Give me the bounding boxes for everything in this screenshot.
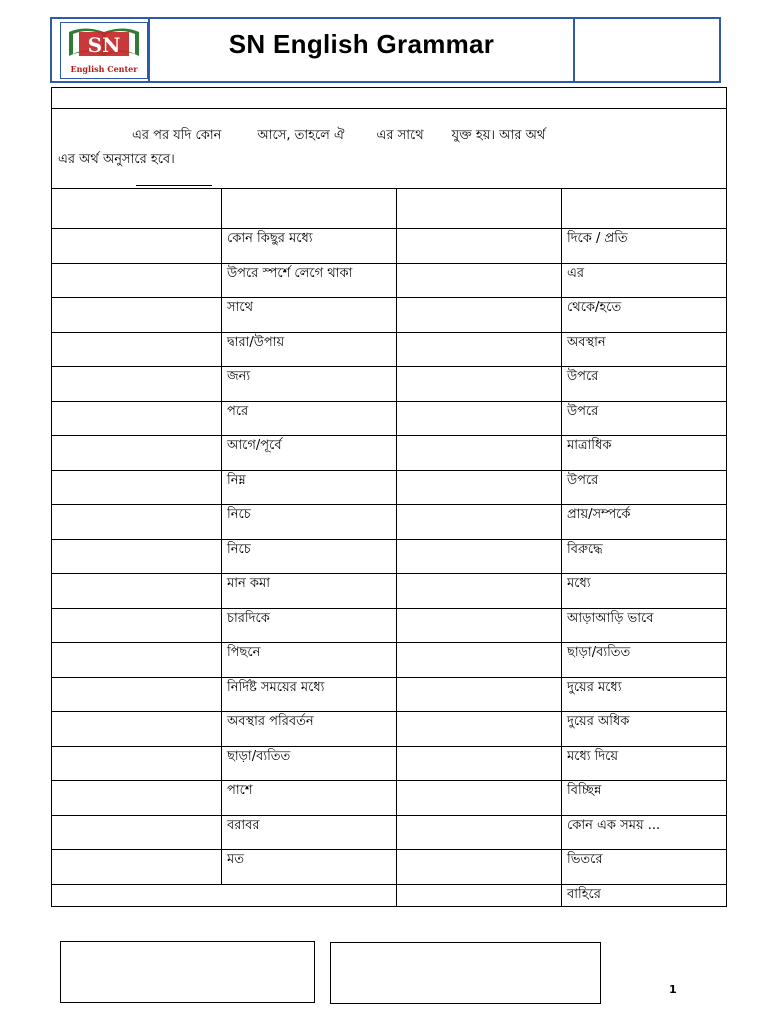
row-divider <box>52 815 726 816</box>
table-cell-meaning-2: ভিতরে <box>567 852 603 867</box>
intro-line-2: এর অর্থ অনুসারে হবে। <box>58 152 175 167</box>
table-cell-meaning-1: বরাবর <box>227 817 260 833</box>
intro-line-1 <box>132 126 545 147</box>
logo-caption: English Center <box>70 64 138 74</box>
table-cell-meaning-2: দিকে / প্রতি <box>567 231 628 246</box>
table-cell-meaning-2: উপরে <box>567 369 599 384</box>
footer-box-right <box>330 942 601 1004</box>
row-divider <box>52 746 726 747</box>
table-cell-meaning-2: বিরুদ্ধে <box>567 541 603 557</box>
table-cell-meaning-1: পিছনে <box>227 645 261 660</box>
grammar-table <box>51 87 727 907</box>
row-divider <box>52 780 726 781</box>
table-divider <box>52 188 726 189</box>
row-divider <box>52 263 726 264</box>
page-title: SN English Grammar <box>228 29 495 59</box>
table-cell-meaning-2: দুয়ের মধ্যে <box>567 679 622 695</box>
table-cell-meaning-1: পরে <box>227 403 249 419</box>
page-number: 1 <box>669 983 677 996</box>
table-cell-meaning-2: উপরে <box>567 472 599 488</box>
table-cell-meaning-2: দুয়ের অধিক <box>567 714 630 729</box>
intro-fragment: আসে, তাহলে ঐ <box>257 128 345 143</box>
table-cell-meaning-1: নিচে <box>227 541 251 557</box>
table-cell-meaning-1: দ্বারা/উপায় <box>227 334 285 350</box>
logo <box>60 22 148 79</box>
row-divider <box>52 504 726 505</box>
intro-fragment: এর পর যদি কোন <box>132 128 222 143</box>
row-divider <box>52 642 726 643</box>
table-cell-meaning-2: অবস্থান <box>567 334 606 350</box>
table-cell-meaning-1: আগে/পূর্বে <box>227 438 282 453</box>
table-cell-meaning-2: থেকে/হতে <box>567 300 622 315</box>
row-divider <box>52 711 726 712</box>
table-divider <box>52 228 726 229</box>
underline-mark <box>136 185 212 186</box>
table-cell-meaning-1: অবস্থার পরিবর্তন <box>227 714 314 729</box>
document-header <box>50 17 721 83</box>
row-divider <box>52 608 726 609</box>
title-cell <box>148 19 575 81</box>
row-divider <box>52 297 726 298</box>
row-divider <box>52 470 726 471</box>
table-cell-meaning-1: সাথে <box>227 300 253 315</box>
book-logo-icon <box>65 26 143 62</box>
column-divider <box>221 188 222 884</box>
table-cell-meaning-1: চারদিকে <box>227 610 270 626</box>
table-cell-meaning-1: নিচে <box>227 507 251 522</box>
table-cell-meaning-1: মান কমা <box>227 576 270 591</box>
table-cell-meaning-1: জন্য <box>227 369 251 384</box>
footer-box-left <box>60 941 315 1003</box>
table-cell-meaning-1: কোন কিছুর মধ্যে <box>227 231 313 246</box>
row-divider <box>52 573 726 574</box>
table-cell-meaning-2: মধ্যে <box>567 576 591 591</box>
table-divider <box>52 108 726 109</box>
table-cell-meaning-2: মধ্যে দিয়ে <box>567 748 619 764</box>
row-divider <box>52 435 726 436</box>
table-cell-meaning-2: বাহিরে <box>567 886 601 902</box>
table-cell-meaning-2: কোন এক সময় ... <box>567 817 661 833</box>
intro-fragment: যুক্ত হয়। আর অর্থ <box>451 128 546 143</box>
table-cell-meaning-2: প্রায়/সম্পর্কে <box>567 507 631 522</box>
table-cell-meaning-2: আড়াআড়ি ভাবে <box>567 610 654 626</box>
row-divider <box>52 366 726 367</box>
row-divider <box>52 401 726 402</box>
table-cell-meaning-1: মত <box>227 852 244 867</box>
row-divider <box>52 849 726 850</box>
table-cell-meaning-2: উপরে <box>567 403 599 419</box>
table-cell-meaning-2: মাত্রাধিক <box>567 438 612 453</box>
intro-fragment: এর সাথে <box>376 128 424 143</box>
logo-letters: SN <box>87 33 121 57</box>
table-cell-meaning-1: নির্দিষ্ট সময়ের মধ্যে <box>227 679 325 695</box>
row-divider <box>52 332 726 333</box>
table-cell-meaning-1: নিম্ন <box>227 472 246 488</box>
row-divider <box>52 539 726 540</box>
table-cell-meaning-1: ছাড়া/ব্যতিত <box>227 748 291 764</box>
table-cell-meaning-1: উপরে স্পর্শে লেগে থাকা <box>227 265 353 281</box>
column-divider <box>561 188 562 906</box>
row-divider <box>52 884 726 885</box>
table-cell-meaning-2: এর <box>567 265 585 281</box>
column-divider <box>396 188 397 906</box>
table-cell-meaning-1: পাশে <box>227 783 253 798</box>
row-divider <box>52 677 726 678</box>
table-cell-meaning-2: বিচ্ছিন্ন <box>567 783 602 798</box>
table-cell-meaning-2: ছাড়া/ব্যতিত <box>567 645 631 660</box>
